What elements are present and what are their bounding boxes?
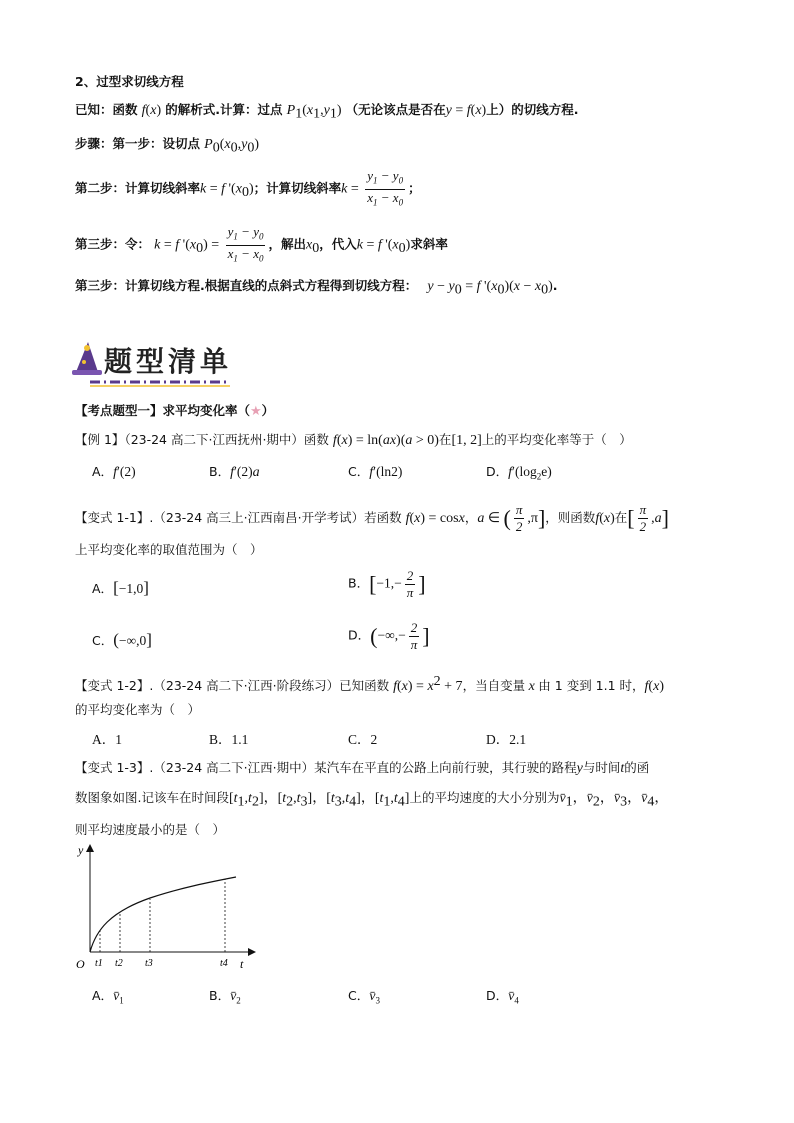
section-heading: 2、过型求切线方程 bbox=[75, 74, 184, 89]
example1-source: （23-24 高二下·江西抚州·期中）函数 bbox=[124, 432, 329, 447]
ex1-option-c[interactable]: C．f′(ln2) bbox=[348, 464, 403, 480]
step4-line: 第三步：计算切线方程.根据直线的点斜式方程得到切线方程： $y - y_0 = f$ '$(x_0)(x - x_0)$. bbox=[75, 278, 558, 298]
variant11-line: 【变式 1-1】.（23-24 高三上·江西南昌·开学考试）若函数 f(x) = cosx，a ∈ ( $\frac{\pi}{2}$ ,π]，则函数f(x)在[ $\frac{\pi}{2}$ ,a] bbox=[75, 502, 669, 534]
step3-text-d: 求斜率 bbox=[410, 236, 448, 252]
ex1-option-d[interactable]: D．$f'(\log_2e)$ bbox=[486, 464, 552, 482]
type1-label: 【考点题型一】求平均变化率（ bbox=[75, 403, 251, 418]
v13-option-a[interactable]: A．$v̄_1$ bbox=[92, 988, 124, 1006]
formula-point-p1: P bbox=[286, 103, 296, 118]
step1-line: 步骤：第一步：设切点 $P_0(x_0,y_0)$ bbox=[75, 136, 259, 156]
example1-mid: 在 bbox=[438, 432, 452, 447]
variant13-label: 【变式 1-3】 bbox=[75, 760, 150, 775]
variant12-mid: ，当自变量 bbox=[462, 678, 526, 694]
variant13-line3: 则平均速度最小的是（ ） bbox=[75, 822, 226, 837]
slope-fraction: $\frac{y_1 - y_0}{x_1 - x_0}$ bbox=[367, 168, 404, 208]
v11-option-b[interactable]: B．[−1,− $\frac{2}{\pi}$ ] bbox=[348, 568, 426, 600]
y-axis-label: y bbox=[78, 843, 84, 857]
step2-line: 第二步：计算切线斜率k = f '$(x_0)$；计算切线斜率k = $\frac{y_1 - y_0}{x_1 - x_0}$ ； bbox=[75, 168, 421, 213]
variant11-mid2: ，则函数 bbox=[545, 510, 596, 525]
variant12-label: 【变式 1-2】 bbox=[75, 678, 150, 694]
formula-point-p0: P bbox=[204, 137, 213, 152]
step3-line: 第三步：令： k = f '$(x_0)$ = $\frac{y_1 - y_0}{x_1 - x_0}$ ，解出$x_0$，代入k = f '$(x_0)$求斜率 bbox=[75, 224, 448, 269]
distance-time-graph bbox=[70, 842, 260, 972]
variant12-line: 【变式 1-2】.（23-24 高二下·江西·阶段练习）已知函数 $f(x) = x^2 + 7$，当自变量 x 由 1 变到 1.1 时，f(x) bbox=[75, 674, 664, 695]
variant13-line: 【变式 1-3】.（23-24 高二下·江西·期中）某汽车在平直的公路上向前行驶，其行驶的路程y与时间t的函 bbox=[75, 760, 650, 776]
variant11-label: 【变式 1-1】 bbox=[75, 510, 150, 525]
variant11-line2: 上平均变化率的取值范围为（ ） bbox=[75, 542, 263, 557]
origin-label: O bbox=[76, 957, 85, 971]
given-prefix: 已知：函数 bbox=[75, 102, 138, 117]
v13-option-c[interactable]: C．$v̄_3$ bbox=[348, 988, 380, 1006]
ex1-option-b[interactable]: B．f′(2)a bbox=[209, 464, 260, 480]
given-mid: 的解析式.计算：过点 bbox=[165, 102, 283, 117]
step1-text: 步骤：第一步：设切点 bbox=[75, 136, 201, 151]
variant12-mid2: 由 1 变到 1.1 时， bbox=[538, 678, 645, 694]
variant13-end: 的函 bbox=[624, 760, 650, 775]
v13-option-d[interactable]: D．$v̄_4$ bbox=[486, 988, 519, 1006]
tick-t2: t2 bbox=[115, 958, 123, 969]
formula-fx: f bbox=[141, 103, 146, 118]
step3-text-a: 第三步：令： bbox=[75, 236, 151, 252]
wizard-icon bbox=[72, 342, 102, 375]
v12-option-d[interactable]: D．2.1 bbox=[486, 732, 527, 747]
x-axis-label: t bbox=[240, 957, 244, 971]
tick-t3: t3 bbox=[145, 958, 153, 969]
variant11-source: .（23-24 高三上·江西南昌·开学考试）若函数 bbox=[149, 510, 402, 525]
step3-text-b: ，解出 bbox=[268, 236, 306, 252]
star-icon: ★ bbox=[250, 404, 262, 419]
given-line: 已知：函数 f(x) 的解析式.计算：过点 $P_1(x_1,y_1)$ （无论该点是否在y = f(x)上）的切线方程. bbox=[75, 102, 579, 122]
step4-end: . bbox=[552, 278, 558, 293]
tick-t1: t1 bbox=[95, 958, 103, 969]
distance-curve bbox=[90, 877, 236, 952]
v11-option-d[interactable]: D．(−∞,− $\frac{2}{\pi}$ ] bbox=[348, 620, 430, 652]
slope-fraction-2: $\frac{y_1 - y_0}{x_1 - x_0}$ bbox=[227, 224, 264, 264]
given-paren: （无论该点是否在 bbox=[345, 102, 446, 117]
step3-text-c: ，代入 bbox=[319, 236, 357, 252]
v11-option-a[interactable]: A．[−1,0] bbox=[92, 578, 149, 597]
example1-end: 上的平均变化率等于（ ） bbox=[481, 432, 632, 447]
banner-title: 题型清单 bbox=[104, 345, 233, 378]
v12-option-c[interactable]: C．2 bbox=[348, 732, 378, 747]
v12-option-a[interactable]: A．1 bbox=[92, 732, 122, 747]
variant13-line2a: 数图象如图.记该车在时间段 bbox=[75, 790, 229, 805]
v11-option-c[interactable]: C．(−∞,0] bbox=[92, 630, 152, 649]
variant13-source: .（23-24 高二下·江西·期中）某汽车在平直的公路上向前行驶，其行驶的路程 bbox=[149, 760, 577, 775]
variant12-line2: 的平均变化率为（ ） bbox=[75, 702, 201, 717]
variant12-source: .（23-24 高二下·江西·阶段练习）已知函数 bbox=[149, 678, 390, 694]
step2-text-a: 第二步：计算切线斜率 bbox=[75, 180, 201, 196]
variant11-mid3: 在 bbox=[614, 510, 628, 525]
ex1-option-a[interactable]: A．f′(2) bbox=[92, 464, 136, 480]
variant11-mid1: ， bbox=[464, 510, 478, 525]
step4-text: 第三步：计算切线方程.根据直线的点斜式方程得到切线方程： bbox=[75, 278, 418, 293]
step2-text-b: ；计算切线斜率 bbox=[253, 180, 342, 196]
type1-heading bbox=[75, 401, 274, 422]
given-end: 上）的切线方程. bbox=[486, 102, 579, 117]
example1-line: 【例 1】（23-24 高二下·江西抚州·期中）函数 f(x) = ln(ax)(a > 0)在[1, 2]上的平均变化率等于（ ） bbox=[75, 432, 632, 448]
v13-option-b[interactable]: B．$v̄_2$ bbox=[209, 988, 241, 1006]
variant13-line2b: 上的平均速度的大小分别为 bbox=[409, 790, 560, 805]
v12-option-b[interactable]: B．1.1 bbox=[209, 732, 249, 747]
type1-close: ） bbox=[261, 403, 275, 418]
variant13-mid: 与时间 bbox=[582, 760, 621, 775]
variant13-line2: 数图象如图.记该车在时间段$[t_1,t_2]$，$[t_2,t_3]$，$[t_3,t_4]$，$[t_1,t_4]$上的平均速度的大小分别为$v̄_1$，$v̄_2$，$v̄_3$，$v̄_4$， bbox=[75, 790, 669, 810]
tick-t4: t4 bbox=[220, 958, 228, 969]
example1-label: 【例 1】 bbox=[75, 432, 125, 447]
